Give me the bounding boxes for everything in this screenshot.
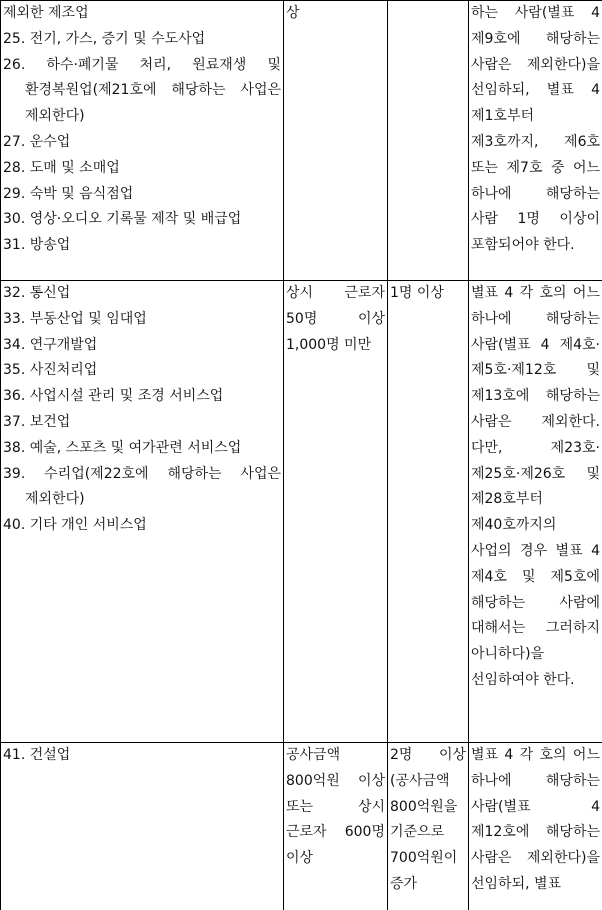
industry-item: 41. 건설업 <box>3 747 71 763</box>
workforce-scale-cell <box>284 1 388 281</box>
industry-item: 40. 기타 개인 서비스업 <box>3 517 147 534</box>
industry-item: 26. 하수·폐기물 처리, 원료재생 및 환경복원업(제21호에 해당하는 사업은 제외한다) <box>3 56 281 125</box>
manager-count-cell <box>388 743 469 910</box>
industry-item: 27. 운수업 <box>3 133 71 150</box>
qualification-text: 별표 4 각 호의 어느 하나에 해당하는 사람(별표 4 제4호·제5호·제12호 및 제13호에 해당하는 사람은 제외한다. 다만, 제23호·제25호·제26호 및 제28호부터 제40호까지의 사업의 경우 별표 4 제4호 및 제5호에 해당하는 사람에 대해서는 그러하지 아니하다)을 선임하여야 한다. <box>471 285 600 688</box>
qualification-cell <box>469 1 602 281</box>
industry-item: 34. 연구개발업 <box>3 336 98 353</box>
qualification-cell <box>469 743 602 910</box>
manager-count-cell <box>388 281 469 743</box>
industry-item: 28. 도매 및 소매업 <box>3 159 120 176</box>
industry-item: 39. 수리업(제22호에 해당하는 사업은 제외한다) <box>3 465 281 508</box>
industry-item: 30. 영상·오디오 기록물 제작 및 배급업 <box>3 211 242 228</box>
workforce-scale-cell <box>284 281 388 743</box>
workforce-scale-text: 공사금액 800억원 이상 또는 상시 근로자 600명 이상 <box>286 747 385 867</box>
manager-count-text: 2명 이상(공사금액 800억원을 기준으로 700억원이 증가 <box>390 747 466 892</box>
industry-item: 25. 전기, 가스, 증기 및 수도사업 <box>3 30 206 47</box>
industry-item: 37. 보건업 <box>3 413 71 430</box>
industry-cell <box>1 1 284 281</box>
manager-count-cell <box>388 1 469 281</box>
industry-item: 38. 예술, 스포츠 및 여가관련 서비스업 <box>3 439 242 456</box>
table-row <box>1 743 602 910</box>
industry-cell <box>1 281 284 743</box>
table-row <box>1 281 602 743</box>
industry-item: 31. 방송업 <box>3 237 71 254</box>
industry-item: 29. 숙박 및 음식점업 <box>3 185 134 202</box>
workforce-scale-cell <box>284 743 388 910</box>
workforce-scale-text: 상 <box>286 5 300 21</box>
qualification-cell <box>469 281 602 743</box>
qualification-text: 별표 4 각 호의 어느 하나에 해당하는 사람(별표 4 제12호에 해당하는 사람은 제외한다)을 선임하되, 별표 <box>471 747 600 892</box>
qualification-text: 하는 사람(별표 4 제9호에 해당하는 사람은 제외한다)을 선임하되, 별표 4 제1호부터 제3호까지, 제6호 또는 제7호 중 어느 하나에 해당하는 사람 1명 이상이 포함되어야 한다. <box>471 5 600 254</box>
industry-item: 33. 부동산업 및 임대업 <box>3 310 147 327</box>
industry-item: 35. 사진처리업 <box>3 362 98 379</box>
industry-cell <box>1 743 284 910</box>
industry-item: 32. 통신업 <box>3 285 71 301</box>
table-row <box>1 1 602 281</box>
workforce-scale-text: 상시 근로자 50명 이상 1,000명 미만 <box>286 285 385 353</box>
industry-item: 제외한 제조업 <box>3 5 89 21</box>
manager-count-text: 1명 이상 <box>390 285 444 301</box>
industry-item: 36. 사업시설 관리 및 조경 서비스업 <box>3 388 224 405</box>
